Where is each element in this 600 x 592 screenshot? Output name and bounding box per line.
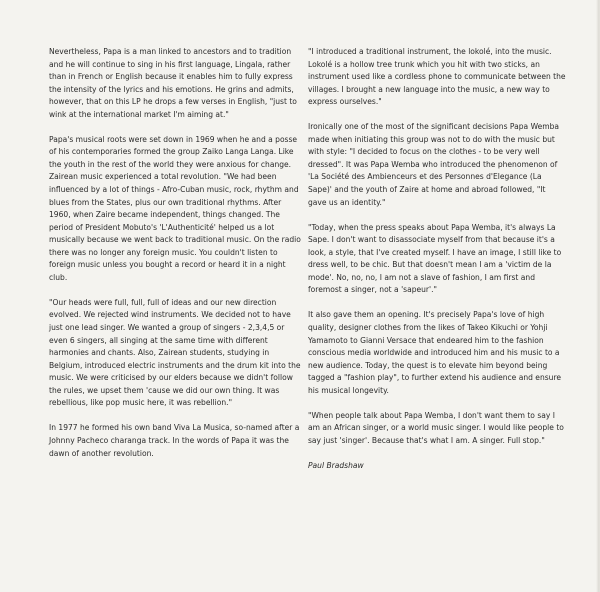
left-column xyxy=(49,46,301,473)
paragraph: "Our heads were full, full, full of ideas and our new direction evolved. We rejected wind instruments. We decided not to have just one lead singer. We wanted a group of singers - 2,3,4,5 or even 6 singers, all singing at the same time with different harmonies and chants. Also, Zairean students, studying in Belgium, introduced electric instruments and the drum kit into the music. We were criticised by our elders because we didn't follow the rules, we upset them 'cause we did our own thing. It was rebellious, like pop music here, it was rebellion." xyxy=(49,297,301,408)
paragraph: "When people talk about Papa Wemba, I don't want them to say I am an African singer, or a world music singer. I would like people to say just 'singer'. Because that's what I am. A singer. Full stop." xyxy=(308,410,564,445)
paragraph: "Today, when the press speaks about Papa Wemba, it's always La Sape. I don't want to disassociate myself from that because it's a look, a style, that I've created myself. I have an image, I still like to dress well, to be chic. But that doesn't mean I am a 'victim de la mode'. No, no, no, I am not a slave of fashion, I am first and foremost a singer, not a 'sapeur'." xyxy=(308,222,562,295)
right-column xyxy=(308,46,566,485)
paragraph: It also gave them an opening. It's precisely Papa's love of high quality, designer clothes from the likes of Takeo Kikuchi or Yohji Yamamoto to Gianni Versace that endeared him to the fashion conscious media worldwide and introduced him and his music to a new audience. Today, the quest is to elevate him beyond being tagged a "fashion play", to further extend his audience and ensure his musical longevity. xyxy=(308,310,562,395)
paragraph: Ironically one of the most of the significant decisions Papa Wemba made when initiating this group was not to do with the music but with style: "I decided to focus on the clothes - to be very well dressed". It was Papa Wemba who introduced the phenomenon of 'La Société des Ambienceurs et des Personnes d'Elegance (La Sape)' and the youth of Zaire at home and abroad followed, "It gave us an identity." xyxy=(308,122,559,207)
paragraph: Nevertheless, Papa is a man linked to ancestors and to tradition and he will continue to sing in his first language, Lingala, rather than in French or English because it enables him to fully express the intensity of the lyrics and his emotions. He grins and admits, however, that on this LP he drops a few verses in English, "just to wink at the international market I'm aiming at." xyxy=(49,47,297,119)
paragraph: Papa's musical roots were set down in 1969 when he and a posse of his contemporaries formed the group Zaiko Langa Langa. Like the youth in the rest of the world they were anxious for change. Zairean music experienced a total revolution. "We had been influenced by a lot of things - Afro-Cuban music, rock, rhythm and blues from the States, plus our own traditional rhythms. After 1960, when Zaire became independent, things changed. The period of President Mobuto's 'L'Authenticité' helped us a lot musically because we went back to traditional music. On the radio there was no longer any foreign music. You couldn't listen to foreign music unless you bought a record or heard it in a night club. xyxy=(49,134,301,282)
page-edge-shadow xyxy=(596,0,599,592)
paragraph: "I introduced a traditional instrument, the lokolé, into the music. Lokolé is a hollow tree trunk which you hit with two sticks, an instrument used like a cordless phone to communicate between the villages. I brought a new language into the music, a new way to express ourselves." xyxy=(308,47,566,107)
author-signature: Paul Bradshaw xyxy=(308,461,364,471)
paragraph: In 1977 he formed his own band Viva La Musica, so-named after a Johnny Pacheco charanga track. In the words of Papa it was the dawn of another revolution. xyxy=(49,423,300,458)
